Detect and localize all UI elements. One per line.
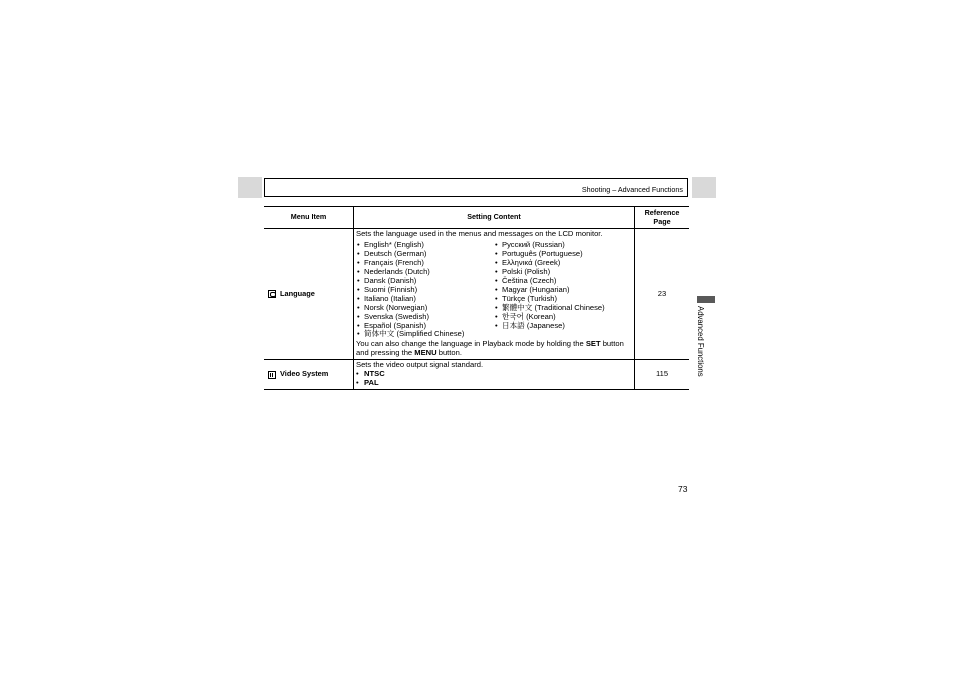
corner-block-left bbox=[238, 177, 262, 198]
table-header-row bbox=[264, 207, 689, 229]
menu-item-label: Video System bbox=[280, 369, 329, 379]
list-item: • 한국어 (Korean) bbox=[494, 313, 632, 322]
language-column-left bbox=[356, 241, 494, 339]
column-header: Reference Page bbox=[635, 207, 690, 229]
table-row bbox=[264, 229, 689, 360]
video-options-list bbox=[356, 370, 632, 388]
list-item: • Polski (Polish) bbox=[494, 268, 632, 277]
setting-description: Sets the language used in the menus and messages on the LCD monitor. bbox=[356, 229, 603, 238]
list-item: • Français (French) bbox=[356, 259, 494, 268]
menu-button-label: MENU bbox=[414, 348, 437, 358]
setting-content-cell bbox=[354, 360, 635, 390]
menu-item-cell bbox=[264, 360, 354, 390]
list-item: • Svenska (Swedish) bbox=[356, 313, 494, 322]
language-note: You can also change the language in Playback mode by holding the SET button and pressing the MENU button. bbox=[356, 339, 624, 358]
column-header: Menu Item bbox=[264, 207, 354, 229]
reference-page-cell: 23 bbox=[635, 229, 690, 360]
list-item: • Italiano (Italian) bbox=[356, 295, 494, 304]
list-item: • Ελληνικά (Greek) bbox=[494, 259, 632, 268]
list-item: • 繁體中文 (Traditional Chinese) bbox=[494, 304, 632, 313]
list-item: • Suomi (Finnish) bbox=[356, 286, 494, 295]
list-item: • Türkçe (Turkish) bbox=[494, 295, 632, 304]
list-item: • 简体中文 (Simplified Chinese) bbox=[356, 330, 494, 339]
column-header: Setting Content bbox=[354, 207, 635, 229]
section-tab-marker bbox=[697, 296, 715, 303]
list-item: • PAL bbox=[356, 379, 632, 388]
section-label: Advanced Functions bbox=[696, 306, 705, 377]
list-item: • Español (Spanish) bbox=[356, 322, 494, 331]
page-header bbox=[264, 178, 688, 197]
list-item: • 日本語 (Japanese) bbox=[494, 322, 632, 331]
list-item: • Čeština (Czech) bbox=[494, 277, 632, 286]
reference-page-cell: 115 bbox=[635, 360, 690, 390]
language-column-right bbox=[494, 241, 632, 339]
setting-content-cell bbox=[354, 229, 635, 360]
breadcrumb: Shooting – Advanced Functions bbox=[581, 185, 683, 194]
list-item: • Русский (Russian) bbox=[494, 241, 632, 250]
menu-item-cell bbox=[264, 229, 354, 360]
list-item: • Magyar (Hungarian) bbox=[494, 286, 632, 295]
list-item: • Deutsch (German) bbox=[356, 250, 494, 259]
page-number: 73 bbox=[678, 484, 688, 494]
list-item: • Nederlands (Dutch) bbox=[356, 268, 494, 277]
list-item: • NTSC bbox=[356, 370, 632, 379]
language-list bbox=[356, 241, 632, 339]
menu-item-label: Language bbox=[280, 288, 315, 298]
video-system-icon bbox=[268, 371, 276, 379]
setting-description: Sets the video output signal standard. bbox=[356, 360, 484, 370]
table-row bbox=[264, 360, 689, 390]
list-item: • Dansk (Danish) bbox=[356, 277, 494, 286]
corner-block-right bbox=[692, 177, 716, 198]
set-button-label: SET bbox=[585, 339, 601, 349]
language-icon bbox=[268, 290, 276, 298]
list-item: • English* (English) bbox=[356, 241, 494, 250]
list-item: • Português (Portuguese) bbox=[494, 250, 632, 259]
menu-table bbox=[264, 206, 689, 390]
list-item: • Norsk (Norwegian) bbox=[356, 304, 494, 313]
